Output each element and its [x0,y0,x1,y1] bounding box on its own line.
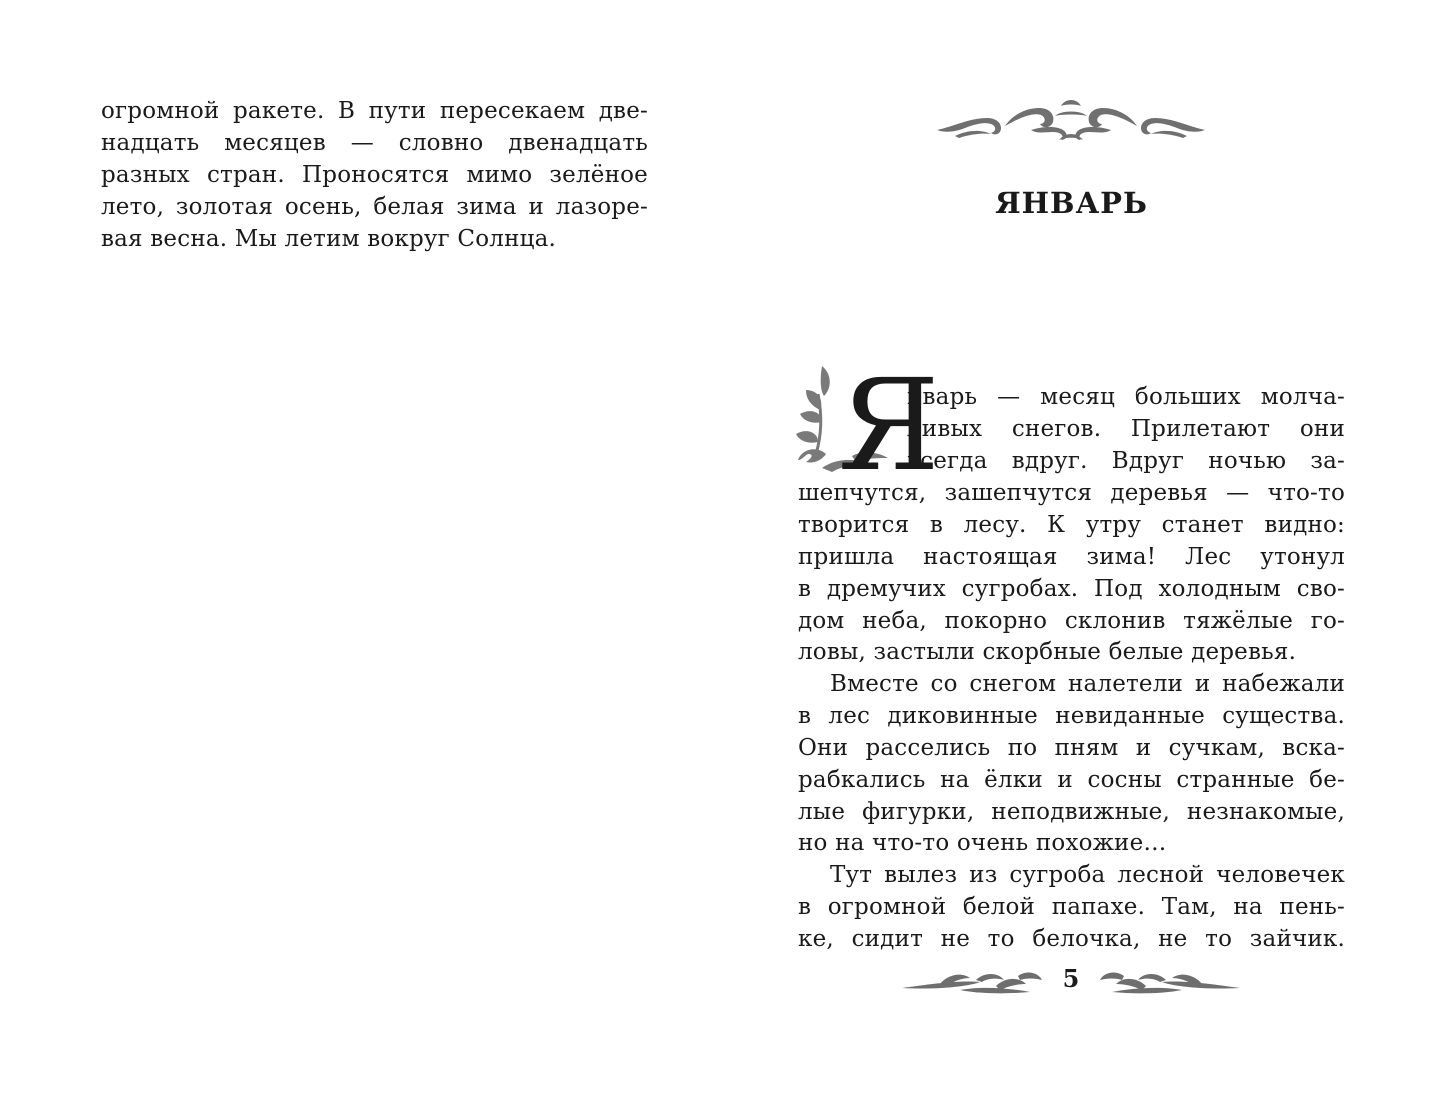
text-line: разных стран. Проносятся мимо зелёное [101,162,648,188]
text-line: нварь — месяц больших молча- [907,384,1345,410]
text-line: в дремучих сугробах. Под холодным сво- [798,576,1345,602]
left-page [0,0,722,1096]
text-line: но на что-то очень похожие… [798,830,1167,856]
text-line: в лес диковинные невиданные существа. [798,703,1345,729]
text-line: лые фигурки, неподвижные, незнакомые, [798,799,1345,825]
text-line: ке, сидит не то белочка, не то зайчик. [798,926,1345,952]
text-line: огромной ракете. В пути пересекаем две- [101,98,648,124]
footer-ornament-left-icon [900,966,1050,998]
footer-ornament-right-icon [1092,966,1242,998]
chapter-title: ЯНВАРЬ [995,186,1148,220]
text-line: творится в лесу. К утру станет видно: [798,512,1345,538]
text-line: ливых снегов. Прилетают они [907,416,1345,442]
text-line: Тут вылез из сугроба лесной человечек [830,862,1345,888]
text-line: лето, золотая осень, белая зима и лазоре- [101,194,648,220]
text-line: Они расселись по пням и сучкам, вска- [798,735,1345,761]
text-line: вая весна. Мы летим вокруг Солнца. [101,226,557,252]
text-line: в огромной белой папахе. Там, на пень- [798,894,1345,920]
text-line: надцать месяцев — словно двенадцать [101,130,648,156]
text-line: рабкались на ёлки и сосны странные бе- [798,767,1345,793]
text-line: Вместе со снегом налетели и набежали [830,671,1345,697]
drop-cap: Я [838,352,940,499]
text-line: пришла настоящая зима! Лес утонул [798,544,1345,570]
text-line: ловы, застыли скорбные белые деревья. [798,639,1297,665]
text-line: шепчутся, зашепчутся деревья — что-то [798,480,1345,506]
text-line: дом неба, покорно склонив тяжёлые го- [798,608,1345,634]
text-line: всегда вдруг. Вдруг ночью за- [907,448,1345,474]
page-number: 5 [1062,964,1080,993]
